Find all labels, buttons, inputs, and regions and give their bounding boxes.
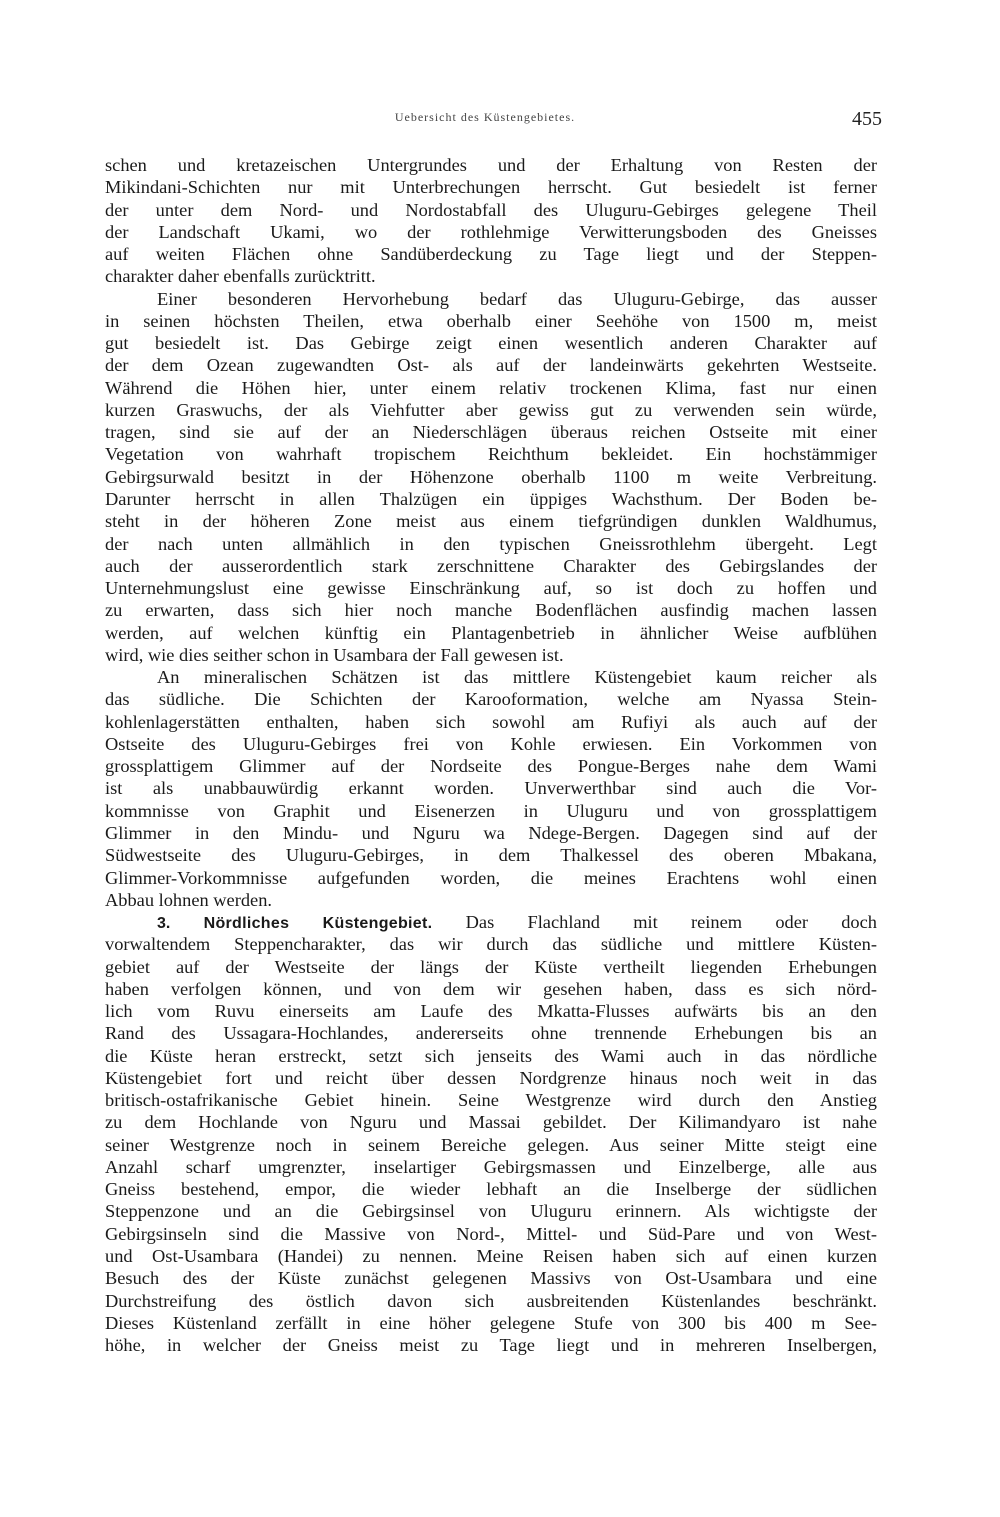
text-line: tragen, sind sie auf der an Niederschlägen überaus reichen Ostseite mit einer [105, 422, 877, 443]
text-line: Darunter herrscht in allen Thalzügen ein üppiges Wachsthum. Der Boden be- [105, 488, 877, 509]
body-text [105, 154, 877, 1356]
text-line: Einer besonderen Hervorhebung bedarf das Uluguru-Gebirge, das ausser [157, 288, 877, 309]
text-line: An mineralischen Schätzen ist das mittlere Küstengebiet kaum reicher als [157, 667, 877, 688]
text-line: kurzen Graswuchs, der als Viehfutter aber gewiss gut zu verwenden sein würde, [105, 399, 877, 420]
paragraph-2 [105, 288, 877, 667]
text-line: auch der ausserordentlich stark zerschnittene Charakter des Gebirgslandes der [105, 555, 877, 576]
text-line: Südwestseite des Uluguru-Gebirges, in dem Thalkessel des oberen Mbakana, [105, 845, 877, 866]
text-line: Durchstreifung des östlich davon sich ausbreitenden Küstenlandes beschränkt. [105, 1290, 877, 1311]
text-line: Während die Höhen hier, unter einem relativ trockenen Klima, fast nur einen [105, 377, 877, 398]
text-line: Küstengebiet fort und reicht über dessen Nordgrenze hinaus noch weit in das [105, 1067, 877, 1088]
text-line: seiner Westgrenze noch in seinem Bereiche gelegen. Aus seiner Mitte steigt eine [105, 1134, 877, 1155]
section-heading: Nördliches Küstengebiet. [203, 915, 433, 933]
paragraph-3 [105, 666, 877, 911]
text-line: in seinen höchsten Theilen, etwa oberhalb einer Seehöhe von 1500 m, meist [105, 310, 877, 331]
text-line: Vegetation von wahrhaft tropischem Reichthum bekleidet. Ein hochstämmiger [105, 444, 877, 465]
text-line: Unternehmungslust eine gewisse Einschränkung auf, so ist doch zu hoffen und [105, 578, 877, 599]
text-line: Ostseite des Uluguru-Gebirges frei von Kohle erwiesen. Ein Vorkommen von [105, 733, 877, 754]
text-line: lich vom Ruvu einerseits am Laufe des Mkatta-Flusses aufwärts bis an den [105, 1001, 877, 1022]
text-line: vorwaltendem Steppencharakter, das wir durch das südliche und mittlere Küsten- [105, 934, 877, 955]
text-line: und Ost-Usambara (Handei) zu nennen. Meine Reisen haben sich auf einen kurzen [105, 1246, 877, 1267]
text-line: wird, wie dies seither schon in Usambara der Fall gewesen ist. [105, 644, 564, 665]
text-line: die Küste heran erstreckt, setzt sich jenseits des Wami auch in das nördliche [105, 1045, 877, 1066]
text-line: das südliche. Die Schichten der Karooformation, welche am Nyassa Stein- [105, 689, 877, 710]
text-line: charakter daher ebenfalls zurücktritt. [105, 266, 376, 287]
text-line: haben verfolgen können, und von dem wir gesehen haben, dass es sich nörd- [105, 978, 877, 999]
text-line: ist als unabbauwürdig erkannt worden. Unverwerthbar sind auch die Vor- [105, 778, 877, 799]
text-line: Dieses Küstenland zerfällt in eine höher gelegene Stufe von 300 bis 400 m See- [105, 1312, 877, 1333]
text-line: gut besiedelt ist. Das Gebirge zeigt einen wesentlich anderen Charakter auf [105, 333, 877, 354]
paragraph-4 [105, 911, 877, 1356]
text-line: steht in der höheren Zone meist aus einem tiefgründigen dunklen Waldhumus, [105, 511, 877, 532]
text-line: höhe, in welcher der Gneiss meist zu Tage liegt und in mehreren Inselbergen, [105, 1335, 877, 1356]
text-line: der unter dem Nord- und Nordostabfall des Uluguru-Gebirges gelegene Theil [105, 199, 877, 220]
text-line: der Landschaft Ukami, wo der rothlehmige Verwitterungsboden des Gneisses [105, 221, 877, 242]
text-line: Gebirgsinseln sind die Massive von Nord-, Mittel- und Süd-Pare und von West- [105, 1223, 877, 1244]
text-line: schen und kretazeischen Untergrundes und der Erhaltung von Resten der [105, 155, 877, 175]
text-line: zu dem Hochlande von Nguru und Massai gebildet. Der Kilimandyaro ist nahe [105, 1112, 877, 1133]
section-first-line-text: Das Flachland mit reinem oder doch [465, 912, 877, 933]
text-line: der nach unten allmählich in den typischen Gneissrothlehm übergeht. Legt [105, 533, 877, 554]
text-line: Glimmer in den Mindu- und Nguru wa Ndege-Bergen. Dagegen sind auf der [105, 822, 877, 843]
text-line: auf weiten Flächen ohne Sandüberdeckung zu Tage liegt und der Steppen- [105, 244, 877, 265]
text-line: Gebirgsurwald besitzt in der Höhenzone oberhalb 1100 m weite Verbreitung. [105, 466, 877, 487]
running-title: Uebersicht des Küstengebietes. [394, 110, 576, 124]
page-number: 455 [852, 108, 882, 130]
text-line: der dem Ozean zugewandten Ost- als auf der landeinwärts gekehrten Westseite. [105, 355, 877, 376]
section-number: 3. [157, 915, 171, 933]
text-line: kohlenlagerstätten enthalten, haben sich sowohl am Rufiyi als auch auf der [105, 711, 877, 732]
text-line: Abbau lohnen werden. [105, 889, 272, 910]
text-line: werden, auf welchen künftig ein Plantagenbetrieb in ähnlicher Weise aufblühen [105, 622, 877, 643]
text-line: zu erwarten, dass sich hier noch manche Bodenflächen ausfindig machen lassen [105, 600, 877, 621]
paragraph-1 [105, 154, 877, 288]
text-line: britisch-ostafrikanische Gebiet hinein. Seine Westgrenze wird durch den Anstieg [105, 1090, 877, 1111]
text-line: gebiet auf der Westseite der längs der Küste vertheilt liegenden Erhebungen [105, 956, 877, 977]
text-line: Mikindani-Schichten nur mit Unterbrechungen herrscht. Gut besiedelt ist ferner [105, 177, 877, 198]
section-first-line [105, 911, 877, 933]
text-line: Anzahl scharf umgrenzter, inselartiger Gebirgsmassen und Einzelberge, alle aus [105, 1156, 877, 1177]
text-line: Steppenzone und an die Gebirgsinsel von Uluguru erinnern. Als wichtigste der [105, 1201, 877, 1222]
text-line: Gneiss bestehend, empor, die wieder lebhaft an die Inselberge der südlichen [105, 1179, 877, 1200]
text-line: Besuch des der Küste zunächst gelegenen Massivs von Ost-Usambara und eine [105, 1268, 877, 1289]
text-line: kommnisse von Graphit und Eisenerzen in Uluguru und von grossplattigem [105, 800, 877, 821]
text-line: Rand des Ussagara-Hochlandes, andererseits ohne trennende Erhebungen bis an [105, 1023, 877, 1044]
text-line: Glimmer-Vorkommnisse aufgefunden worden, die meines Erachtens wohl einen [105, 867, 877, 888]
text-line: grossplattigem Glimmer auf der Nordseite des Pongue-Berges nahe dem Wami [105, 756, 877, 777]
